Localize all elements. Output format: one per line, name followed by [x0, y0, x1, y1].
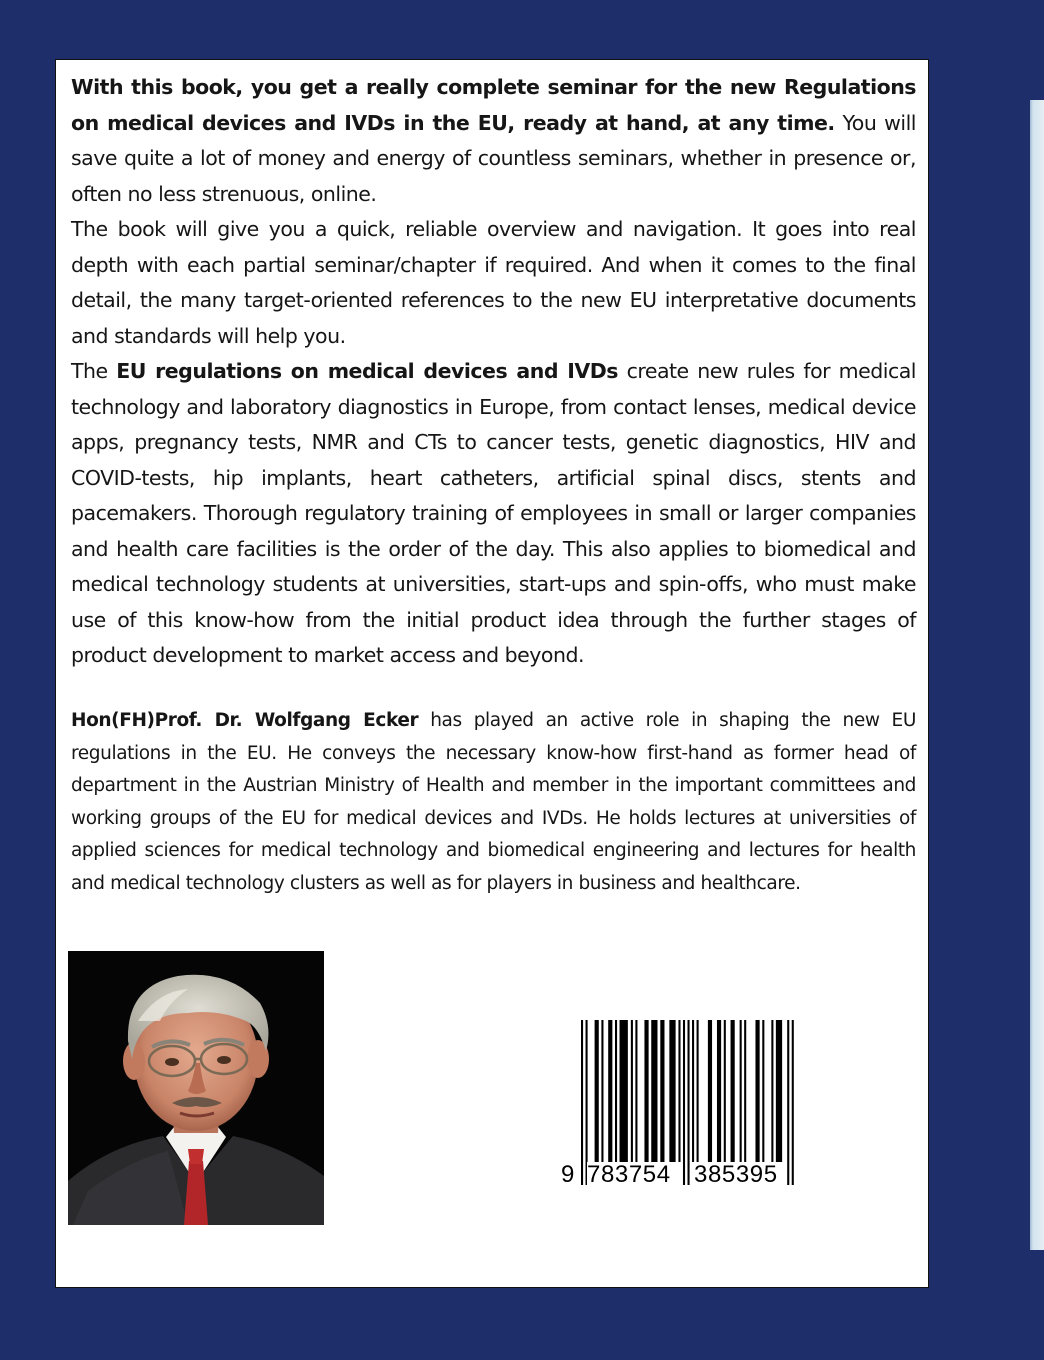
barcode-bar [631, 1020, 633, 1162]
barcode-bar [669, 1020, 675, 1162]
author-bio [71, 705, 916, 901]
blurb-lead-bold: With this book, you get a really complete seminar for the new Regulations on medical devices and IVDs in the EU, ready at hand, at any time. [71, 75, 916, 135]
barcode-guard-bar [688, 1020, 690, 1185]
back-cover-text-panel [55, 59, 929, 1288]
barcode-guard-bar [581, 1020, 583, 1185]
author-photo [68, 951, 324, 1225]
blurb-paragraph-1 [71, 70, 916, 212]
isbn-left-group: 783754 [587, 1161, 671, 1188]
barcode-bar [776, 1020, 782, 1162]
barcode-bar [692, 1020, 694, 1162]
barcode-bar [717, 1020, 721, 1162]
barcode-guard-bar [683, 1020, 685, 1185]
barcode-bar [771, 1020, 773, 1162]
barcode-bar [620, 1020, 628, 1162]
blurb-p3-pre: The [71, 359, 117, 383]
barcode-bar [724, 1020, 726, 1162]
isbn-first-digit: 9 [561, 1161, 575, 1188]
blurb-paragraph-2: The book will give you a quick, reliable overview and navigation. It goes into real depth with each partial seminar/chapter if required. And when it comes to the final detail, the many target-oriented references to the new EU interpretative documents and standards will help you. [71, 217, 916, 348]
barcode-bar [644, 1020, 648, 1162]
barcode-guard-bar [787, 1020, 789, 1185]
barcode-bar [708, 1020, 712, 1162]
barcode-bar [651, 1020, 657, 1162]
barcode-bar [595, 1020, 599, 1162]
barcode-bar [615, 1020, 617, 1162]
barcode-bar [697, 1020, 699, 1162]
barcode-bar [608, 1020, 612, 1162]
blurb-paragraph-3 [71, 354, 916, 674]
isbn-right-group: 385395 [694, 1161, 778, 1188]
blurb-p3-rest: create new rules for medical technology and laboratory diagnostics in Europe, from contact lenses, medical device apps, pregnancy tests, NMR and CTs to cancer tests, genetic diagnostics, HIV and COVID-tests, hip implants, heart catheters, artificial spinal discs, stents and pacemakers. Thorough regulatory training of employees in small or larger companies and health care facilities is the order of the day. This also applies to biomedical and medical technology students at universities, start-ups and spin-offs, who must make use of this know-how from the initial product idea through the further stages of product development to market access and beyond. [71, 359, 916, 667]
author-name: Hon(FH)Prof. Dr. Wolfgang Ecker [71, 710, 419, 731]
barcode-bar [731, 1020, 735, 1162]
barcode-bar [660, 1020, 664, 1162]
blurb-p3-bold: EU regulations on medical devices and IVDs [116, 359, 618, 383]
book-blurb [71, 70, 916, 674]
barcode-bar [755, 1020, 759, 1162]
barcode-bar [762, 1020, 764, 1162]
blurb-lead-rest: You will save quite a lot of money and energy of countless seminars, whether in presence or, often no less strenuous, online. [71, 110, 916, 206]
author-portrait-image [68, 951, 324, 1225]
barcode-bar [744, 1020, 746, 1162]
barcode-bar [678, 1020, 680, 1162]
barcode-bar [635, 1020, 637, 1162]
barcode-bar [601, 1020, 603, 1162]
author-bio-text: has played an active role in shaping the new EU regulations in the EU. He conveys the necessary know-how first-hand as former head of department in the Austrian Ministry of Health and member in the important committees and working groups of the EU for medical devices and IVDs. He holds lectures at universities of applied sciences for medical technology and biomedical engineering and lectures for health and medical technology clusters as well as for players in business and healthcare. [71, 710, 916, 894]
barcode-bar [740, 1020, 742, 1162]
author-bio-paragraph [71, 705, 916, 901]
spine-edge-strip [1030, 100, 1044, 1250]
barcode-guard-bar [792, 1020, 794, 1185]
